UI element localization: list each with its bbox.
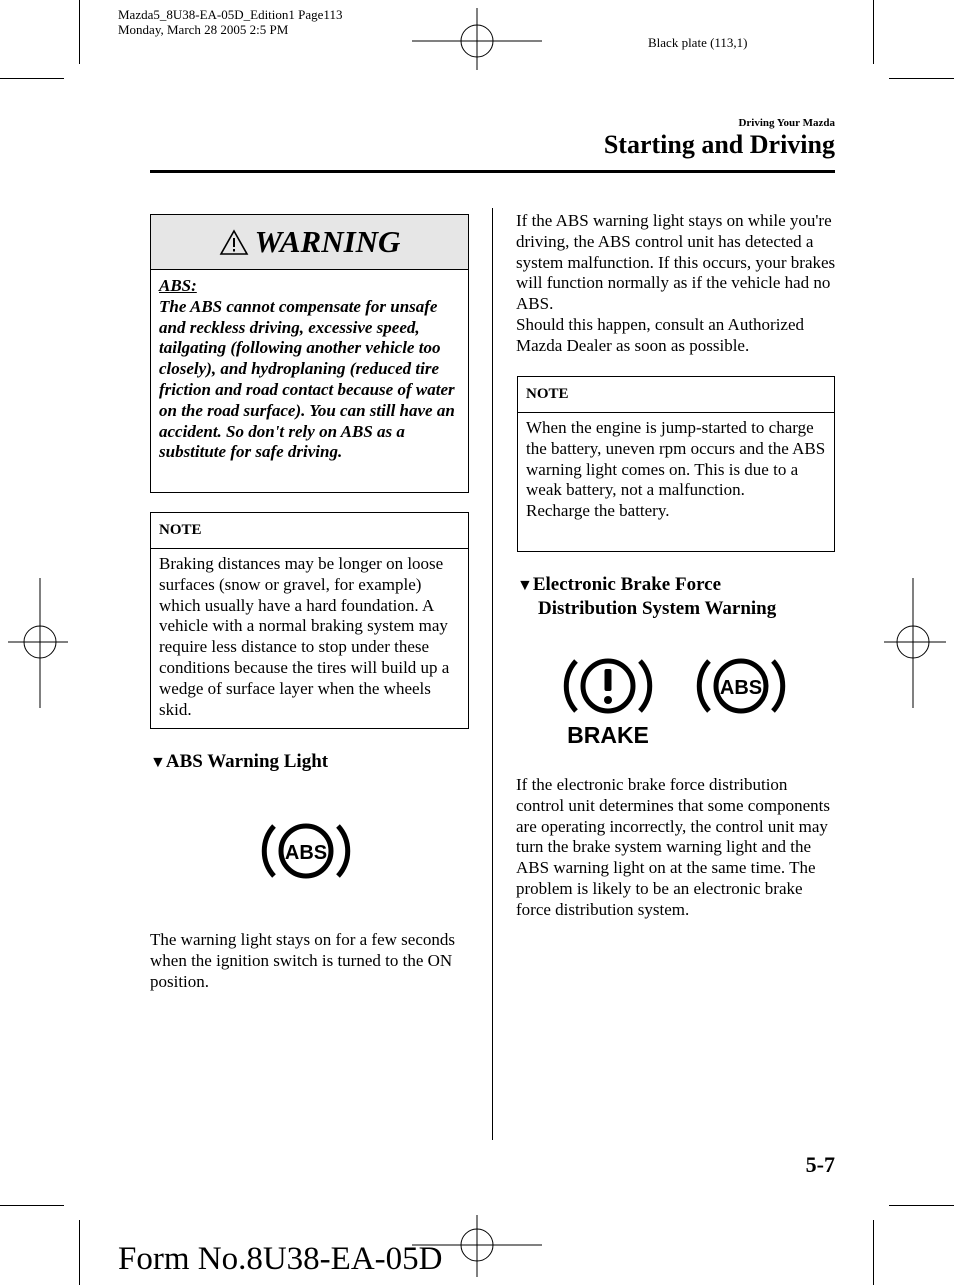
warning-body [151, 270, 468, 471]
print-plate: Black plate (113,1) [648, 35, 748, 50]
registration-mark-right [884, 578, 946, 708]
ebd-section-text: If the electronic brake force distribution control unit determines that some components are operating incorrectly, the control unit may turn the brake system warning light and the ABS warning light on at the same time. The problem is likely to be an electronic brake force distribution system. [516, 775, 830, 919]
right-intro [516, 211, 836, 357]
print-file-line: Mazda5_8U38-EA-05D_Edition1 Page113 [118, 7, 343, 22]
warning-text: The ABS cannot compensate for unsafe and reckless driving, excessive speed, tailgating (following another vehicle too closely), and hydroplaning (reduced tire friction and road contact because of water on the road surface). You can still have an accident. So don't rely on ABS as a substitute for safe driving. [159, 296, 455, 462]
abs-warning-light-icon [260, 816, 352, 886]
registration-mark-left [8, 578, 68, 708]
ebd-title-line2: Distribution System Warning [538, 598, 777, 619]
form-number: Form No.8U38-EA-05D [118, 1241, 443, 1277]
registration-mark-top [412, 8, 542, 70]
note-box-jumpstart [517, 376, 835, 552]
warning-label: ABS: [159, 276, 197, 295]
section-label: Driving Your Mazda [738, 117, 835, 129]
page-number: 5-7 [805, 1152, 835, 1177]
right-intro-para2: Should this happen, consult an Authorized Mazda Dealer as soon as possible. [516, 314, 805, 355]
warning-header [151, 215, 468, 270]
header-rule [150, 170, 835, 173]
print-date-line: Monday, March 28 2005 2:5 PM [118, 22, 289, 37]
abs-section-text: The warning light stays on for a few seconds when the ignition switch is turned to the ON position. [150, 930, 455, 991]
abs-warning-light-icon-ebd [695, 651, 787, 721]
note-title: NOTE [151, 513, 468, 549]
warning-box [150, 214, 469, 493]
abs-icon-label: ABS [284, 842, 328, 864]
abs-icon-label: ABS [719, 677, 763, 699]
ebd-title-line1: Electronic Brake Force [532, 574, 722, 595]
note-box-braking [150, 512, 469, 729]
chapter-title: Starting and Driving [603, 130, 835, 159]
triangle-marker-icon: ▼ [150, 754, 166, 771]
warning-title: WARNING [254, 224, 401, 259]
brake-icon-label: BRAKE [567, 722, 649, 748]
right-intro-para1: If the ABS warning light stays on while you're driving, the ABS control unit has detected a system malfunction. If this occurs, your brakes will function normally as if the vehicle had no ABS. [516, 211, 836, 314]
ebd-section-heading [517, 573, 776, 620]
note-text [518, 413, 834, 528]
note-para2: Recharge the battery. [526, 501, 670, 521]
abs-section-title: ABS Warning Light [165, 751, 329, 772]
warning-triangle-icon [219, 229, 249, 256]
note-title: NOTE [518, 377, 834, 413]
abs-section-heading [150, 750, 328, 774]
column-divider [492, 208, 493, 1140]
note-text: Braking distances may be longer on loose surfaces (snow or gravel, for example) which usually have a hard foundation. A vehicle with a normal braking system may require less distance to stop under these conditions because the tires will build up a wedge of surface layer when the wheels skid. [159, 554, 450, 719]
brake-warning-light-icon [560, 650, 660, 748]
triangle-marker-icon: ▼ [517, 577, 533, 594]
note-para1: When the engine is jump-started to charge the battery, uneven rpm occurs and the ABS warning light comes on. This is due to a weak battery, not a malfunction. [526, 418, 826, 500]
